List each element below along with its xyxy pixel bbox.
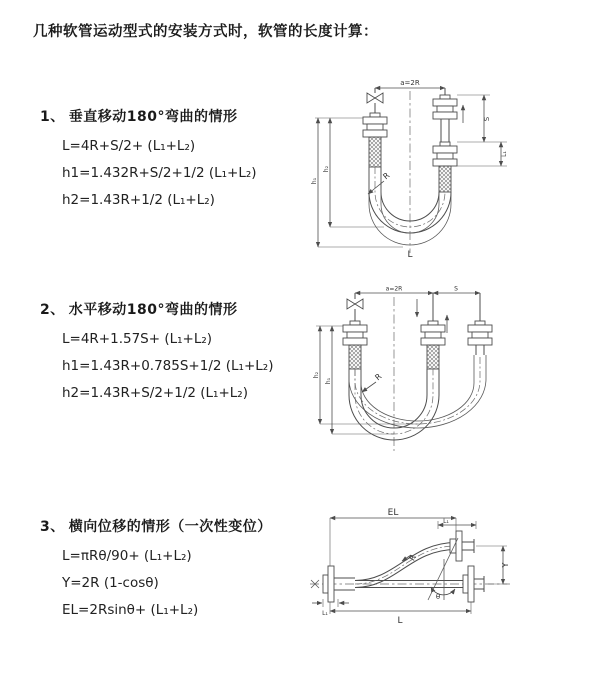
section-2-formulas	[62, 326, 273, 407]
right-flange-fitting	[468, 321, 492, 345]
diagram-lateral-displacement	[298, 503, 595, 648]
diagram-lateral-displacement-svg	[298, 503, 595, 648]
top-flange-plate	[456, 531, 462, 561]
right-pipe-neck	[441, 119, 449, 142]
formula-h1: h1=1.43R+0.785S+1/2 (L₁+L₂)	[62, 358, 274, 374]
dim-label-span: a=2R	[385, 285, 403, 293]
dim-label-s: S	[454, 285, 458, 293]
dim-label-radius: R	[381, 170, 392, 182]
section-2-number: 2、	[40, 302, 65, 318]
right-flange-fitting-upper	[433, 95, 457, 119]
section-2-heading	[40, 299, 273, 319]
dim-label-theta: θ	[435, 593, 441, 601]
right-flange-plate	[468, 566, 474, 602]
dim-label-h2: h₂	[313, 371, 320, 379]
radius-leader-arrow	[368, 181, 384, 194]
section-1-heading	[40, 106, 257, 126]
valve-icon	[347, 299, 363, 309]
ext-line	[330, 518, 456, 566]
right-braided-section	[439, 166, 451, 192]
right-pipe-neck	[476, 345, 484, 355]
page-title: 几种软管运动型式的安装方式时，软管的长度计算：	[33, 24, 378, 40]
left-flange-collar	[323, 575, 328, 593]
middle-flange-fitting	[421, 321, 445, 345]
hose-inner-wall-moved	[361, 355, 474, 421]
right-flange-collar	[463, 575, 468, 593]
diagram-vertical-180-bend	[308, 75, 595, 260]
dim-label-radius: R	[407, 553, 419, 563]
top-flange-collar	[450, 539, 456, 553]
formula-h2: h2=1.43R+1/2 (L₁+L₂)	[62, 192, 215, 208]
formula-length: L=πRθ/90+ (L₁+L₂)	[62, 548, 192, 564]
section-3-heading	[40, 516, 272, 536]
section-3-formulas	[62, 543, 272, 624]
section-1-formulas	[62, 133, 257, 214]
section-3-title: 横向位移的情形（一次性变位）	[68, 519, 272, 535]
left-flange-fitting	[363, 113, 387, 137]
section-1-title: 垂直移动180°弯曲的情形	[68, 109, 238, 125]
section-2-title: 水平移动180°弯曲的情形	[68, 302, 238, 318]
left-braided-section	[369, 137, 381, 167]
diagram-horizontal-180-bend-svg	[308, 283, 595, 465]
left-flange-plate	[328, 566, 334, 602]
diagram-horizontal-180-bend	[308, 283, 595, 465]
dim-label-h1: h₁	[325, 377, 332, 385]
middle-braided-section	[427, 345, 439, 369]
dim-label-length: L	[407, 250, 413, 260]
ext-line	[457, 95, 507, 166]
dim-label-y: Y	[501, 562, 510, 568]
section-3-number: 3、	[40, 519, 65, 535]
formula-h1: h1=1.432R+S/2+1/2 (L₁+L₂)	[62, 165, 257, 181]
right-flange-fitting-lower	[433, 142, 457, 166]
diagram-vertical-180-bend-svg	[308, 75, 595, 260]
formula-length: L=4R+1.57S+ (L₁+L₂)	[62, 331, 213, 347]
section-1-number: 1、	[40, 109, 65, 125]
section-vertical-movement	[40, 106, 257, 214]
formula-y-offset: Y=2R (1-cosθ)	[62, 575, 159, 591]
dim-label-h2: h₂	[323, 165, 330, 173]
angle-arc	[431, 587, 455, 595]
hose-upper-wall	[355, 543, 456, 581]
dim-label-h1: h₁	[311, 177, 318, 185]
dim-label-s: S	[483, 116, 491, 122]
dim-label-el: EL	[387, 508, 399, 518]
section-lateral-displacement	[40, 516, 272, 624]
dim-label-l1-top: L₁	[443, 518, 449, 525]
left-flange-fitting	[343, 321, 367, 345]
section-horizontal-movement	[40, 299, 273, 407]
radius-leader-arrow	[362, 382, 376, 392]
formula-length: L=4R+S/2+ (L₁+L₂)	[62, 138, 196, 154]
dim-label-radius: R	[373, 371, 384, 383]
formula-el: EL=2Rsinθ+ (L₁+L₂)	[62, 602, 199, 618]
dim-label-l1-bottom: L₁	[322, 610, 328, 617]
hose-centerline-moved	[355, 355, 480, 424]
formula-h2: h2=1.43R+S/2+1/2 (L₁+L₂)	[62, 385, 248, 401]
valve-icon	[367, 93, 383, 103]
top-pipe-stub	[462, 539, 474, 553]
dim-label-span: a=2R	[400, 79, 420, 87]
ext-line	[330, 602, 471, 614]
dim-label-length: L	[397, 616, 403, 626]
left-braided-section	[349, 345, 361, 369]
dim-label-l1: L₁	[501, 151, 508, 157]
